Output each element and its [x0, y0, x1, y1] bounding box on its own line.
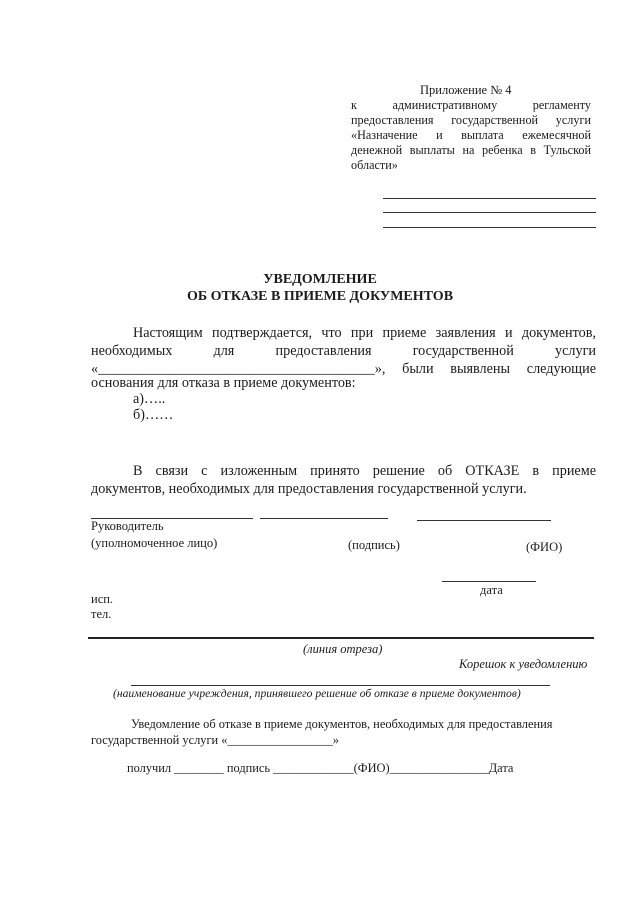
cut-line-label: (линия отреза)	[303, 642, 383, 656]
executor-label: исп.	[91, 592, 114, 606]
signature-fio-line	[417, 520, 551, 521]
signature-role-line-1: Руководитель	[91, 519, 164, 533]
appendix-line-3: «Назначение и выплата ежемесячной	[351, 128, 591, 142]
appendix-blank-line-2	[383, 212, 596, 213]
signature-sign-label: (подпись)	[348, 538, 400, 552]
signature-fio-label: (ФИО)	[526, 540, 563, 554]
cut-line	[88, 637, 594, 639]
signature-sign-line	[260, 518, 388, 519]
body-p2-line-1: В связи с изложенным принято решение об ОТКАЗЕ в приеме	[133, 463, 596, 479]
signature-role-line-2: (уполномоченное лицо)	[91, 536, 218, 550]
body-p1-line-2: необходимых для предоставления государственной услуги	[91, 343, 596, 359]
body-p1-line-1: Настоящим подтверждается, что при приеме заявления и документов,	[133, 325, 596, 341]
appendix-title: Приложение № 4	[420, 83, 512, 97]
appendix-blank-line-1	[383, 198, 596, 199]
stub-org-caption: (наименование учреждения, принявшего решение об отказе в приеме документов)	[113, 687, 521, 700]
stub-notice-line-1: Уведомление об отказе в приеме документов, необходимых для предоставления	[131, 717, 553, 731]
appendix-line-5: области»	[351, 158, 398, 172]
body-item-a: а)…..	[133, 391, 166, 407]
document-title-line-1: УВЕДОМЛЕНИЕ	[263, 272, 377, 287]
phone-label: тел.	[91, 607, 112, 621]
appendix-blank-line-3	[383, 227, 596, 228]
body-p1-line-4: основания для отказа в приеме документов:	[91, 375, 356, 391]
stub-title: Корешок к уведомлению	[459, 657, 588, 671]
stub-org-line	[131, 685, 550, 686]
stub-notice-line-2: государственной услуги «_________________»	[91, 733, 339, 747]
stub-received-line: получил ________ подпись _____________(ФИО)________________Дата	[127, 761, 514, 775]
appendix-line-1: к административному регламенту	[351, 98, 591, 112]
body-p2-line-2: документов, необходимых для предоставления государственной услуги.	[91, 481, 527, 497]
appendix-line-2: предоставления государственной услуги	[351, 113, 591, 127]
signature-date-label: дата	[480, 583, 503, 597]
body-item-b: б)……	[133, 407, 174, 423]
body-p1-line-3: «_______________________________________», были выявлены следующие	[91, 361, 596, 377]
document-title-line-2: ОБ ОТКАЗЕ В ПРИЕМЕ ДОКУМЕНТОВ	[186, 289, 454, 304]
signature-date-line	[442, 581, 536, 582]
appendix-line-4: денежной выплаты на ребенка в Тульской	[351, 143, 591, 157]
